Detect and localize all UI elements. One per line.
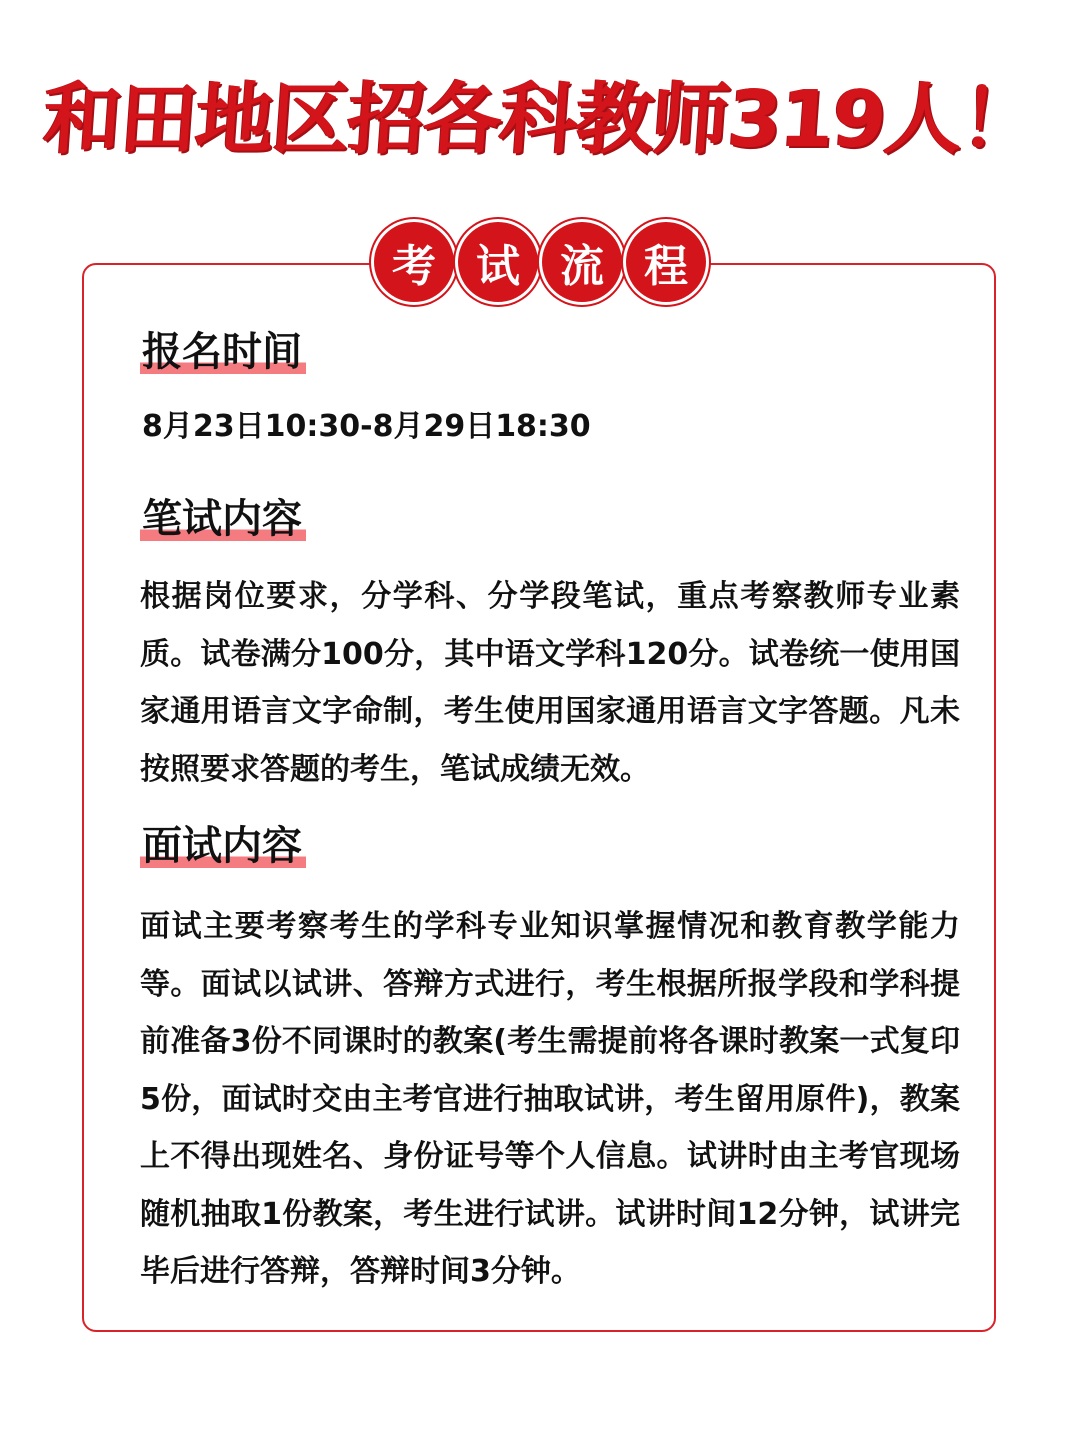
badge-kao: 考 <box>374 222 454 302</box>
written-exam-text: 根据岗位要求，分学科、分学段笔试，重点考察教师专业素质。试卷满分100分，其中语文学科120分。试卷统一使用国家通用语言文字命制，考生使用国家通用语言文字答题。凡未按照要求答题的考生，笔试成绩无效。 <box>140 579 960 787</box>
page-title: 和田地区招各科教师319人！ <box>40 75 1040 165</box>
badge-liu: 流 <box>542 222 622 302</box>
interview-heading: 面试内容 <box>140 822 306 870</box>
written-exam-heading: 笔试内容 <box>140 495 306 543</box>
exam-process-badges <box>370 217 710 307</box>
registration-heading: 报名时间 <box>140 328 306 376</box>
badge-shi: 试 <box>458 222 538 302</box>
badge-cheng: 程 <box>626 222 706 302</box>
registration-time: 8月23日10:30-8月29日18:30 <box>142 409 591 444</box>
interview-text: 面试主要考察考生的学科专业知识掌握情况和教育教学能力等。面试以试讲、答辩方式进行，考生根据所报学段和学科提前准备3份不同课时的教案(考生需提前将各课时教案一式复印5份，面试时交由主考官进行抽取试讲，考生留用原件)，教案上不得出现姓名、身份证号等个人信息。试讲时由主考官现场随机抽取1份教案，考生进行试讲。试讲时间12分钟，试讲完毕后进行答辩，答辩时间3分钟。 <box>140 909 960 1289</box>
